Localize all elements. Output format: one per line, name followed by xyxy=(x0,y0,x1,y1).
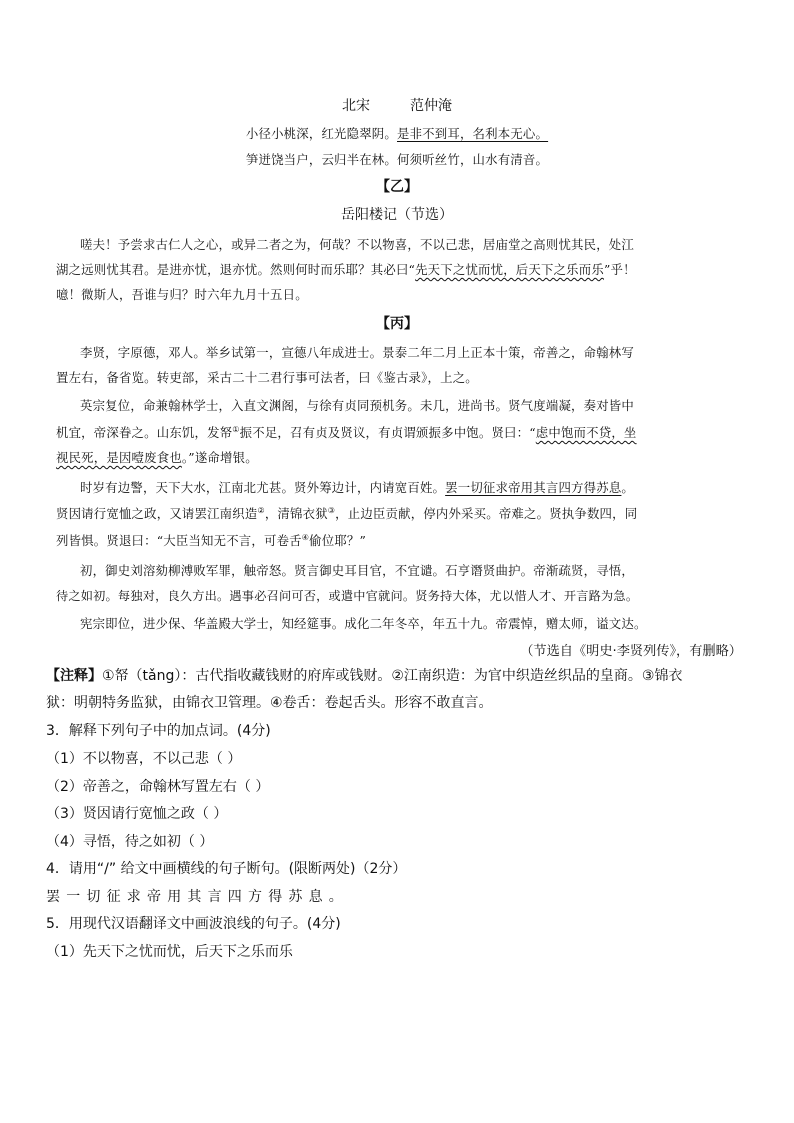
notes-line-1-text: ①帑（tǎng）：古代指收藏钱财的府库或钱财。②江南织造：为官中织造丝织品的皇商。③锦衣 xyxy=(102,668,683,684)
yi-line-2-post: ”乎！ xyxy=(603,262,636,277)
bing-wavy-sentence-part-1: 虑中饱而不贷，坐 xyxy=(535,425,637,440)
question-3-3: （3）贤因请行宽恤之政（ ） xyxy=(46,806,228,822)
note-marker-2: ② xyxy=(257,505,265,515)
bing-line-3: 英宗复位，命兼翰林学士，入直文渊阁，与徐有贞同预机务。未几，进尚书。贤气度端凝，奏对皆中 xyxy=(80,398,634,413)
bing-line-7 xyxy=(56,504,637,522)
bing-line-4-pre: 机宜，帝深眷之。山东饥，发帑 xyxy=(56,425,233,440)
poem-author-line xyxy=(0,95,794,115)
poem-line-1-text: 小径小桃深，红光隐翠阴。 xyxy=(245,126,397,141)
poem-line-1 xyxy=(0,124,794,142)
bing-line-10: 待之如初。每独对，良久方出。遇事必召问可否，或遣中官就问。贤务持大体，尤以惜人才、开言路为急。 xyxy=(56,589,639,603)
bing-line-1: 李贤，字原德，邓人。举乡试第一，宣德八年成进士。景泰二年二月上正本十策，帝善之，命翰林写 xyxy=(80,345,634,360)
bing-line-4 xyxy=(56,423,637,441)
yi-line-2-pre: 湖之远则忧其君。是进亦忧，退亦忧。然则何时而乐耶？其必曰“ xyxy=(56,262,416,277)
bing-line-4-mid: 振不足，召有贞及贤议，有贞谓颁振多中饱。贤曰：“ xyxy=(239,425,536,440)
bing-line-5 xyxy=(56,448,258,466)
bing-line-7-pre: 贤因请行宽恤之政，又请罢江南织造 xyxy=(56,506,258,521)
bing-line-6-pre: 时岁有边警，天下大水，江南北尤甚。贤外筹边计，内请宽百姓。 xyxy=(80,480,446,495)
question-3-1: （1）不以物喜，不以己悲（ ） xyxy=(46,751,242,767)
question-4-sentence: 罢一切征求帝用其言四方得苏息。 xyxy=(46,889,349,905)
bing-wavy-sentence-part-2: 视民死，是因噎废食也 xyxy=(56,450,182,465)
bing-line-8-post: 偷位耶？” xyxy=(309,533,367,548)
bing-line-8 xyxy=(56,531,366,549)
yi-line-2 xyxy=(56,260,636,278)
question-3: 3．解释下列句子中的加点词。(4分) xyxy=(46,723,271,739)
bing-line-11: 宪宗即位，进少保、华盖殿大学士，知经筵事。成化二年冬卒，年五十九。帝震悼，赠太师，谥文达。 xyxy=(80,616,647,631)
poem-line-2: 笋迸饶当户，云归半在林。何须听丝竹，山水有清音。 xyxy=(245,152,549,167)
question-5: 5．用现代汉语翻译文中画波浪线的句子。(4分) xyxy=(46,916,341,932)
notes-label: 【注释】 xyxy=(46,668,102,684)
section-bing-heading: 【丙】 xyxy=(376,316,418,332)
section-yi-heading: 【乙】 xyxy=(376,179,418,195)
section-yi-title: 岳阳楼记（节选） xyxy=(341,207,453,223)
poem-author: 范仲淹 xyxy=(410,98,452,114)
source-citation: （节选自《明史·李贤列传》，有删略） xyxy=(520,644,742,659)
bing-line-6 xyxy=(80,478,634,496)
question-4: 4．请用“/” 给文中画横线的句子断句。(限断两处)（2分） xyxy=(46,861,407,877)
poem-line-1-underlined: 是非不到耳，名利本无心。 xyxy=(397,126,549,141)
bing-line-7-post: ，止边臣贡献，停内外采买。帝难之。贤执争数四，同 xyxy=(335,506,638,521)
yi-wavy-sentence: 先天下之忧而忧，后天下之乐而乐 xyxy=(415,262,604,277)
note-marker-3: ③ xyxy=(327,505,336,515)
note-marker-1: ① xyxy=(232,424,240,434)
bing-line-8-pre: 列皆惧。贤退曰：“大臣当知无不言，可卷舌 xyxy=(56,533,302,548)
poem-era: 北宋 xyxy=(342,98,370,114)
bing-line-2: 置左右，备省览。转吏部，采古二十二君行事可法者，曰《鉴古录》，上之。 xyxy=(56,370,478,385)
notes-line-2: 狱：明朝特务监狱，由锦衣卫管理。④卷舌：卷起舌头。形容不敢直言。 xyxy=(46,695,493,711)
bing-line-6-post: 。 xyxy=(621,480,635,495)
note-marker-4: ④ xyxy=(301,532,310,542)
question-5-1: （1）先天下之忧而忧，后天下之乐而乐 xyxy=(46,944,293,960)
notes-line-1 xyxy=(46,665,682,685)
yi-line-1: 嗟夫！予尝求古仁人之心，或异二者之为，何哉？不以物喜，不以己悲，居庙堂之高则忧其民，处江 xyxy=(80,237,634,252)
bing-line-9: 初，御史刘溶劾柳溥败军罪，触帝怒。贤言御史耳目官，不宜谴。石亨谮贤曲护。帝渐疏贤，寻悟， xyxy=(80,563,634,578)
question-3-4: （4）寻悟，待之如初（ ） xyxy=(46,834,214,850)
bing-underlined-sentence: 罢一切征求帝用其言四方得苏息 xyxy=(445,480,622,495)
bing-line-5-post: 。”遂命增银。 xyxy=(181,450,258,465)
bing-line-7-mid: ，清锦衣狱 xyxy=(264,506,328,521)
question-3-2: （2）帝善之，命翰林写置左右（ ） xyxy=(46,779,270,795)
yi-line-3: 噫！微斯人，吾谁与归？时六年九月十五日。 xyxy=(56,287,308,302)
